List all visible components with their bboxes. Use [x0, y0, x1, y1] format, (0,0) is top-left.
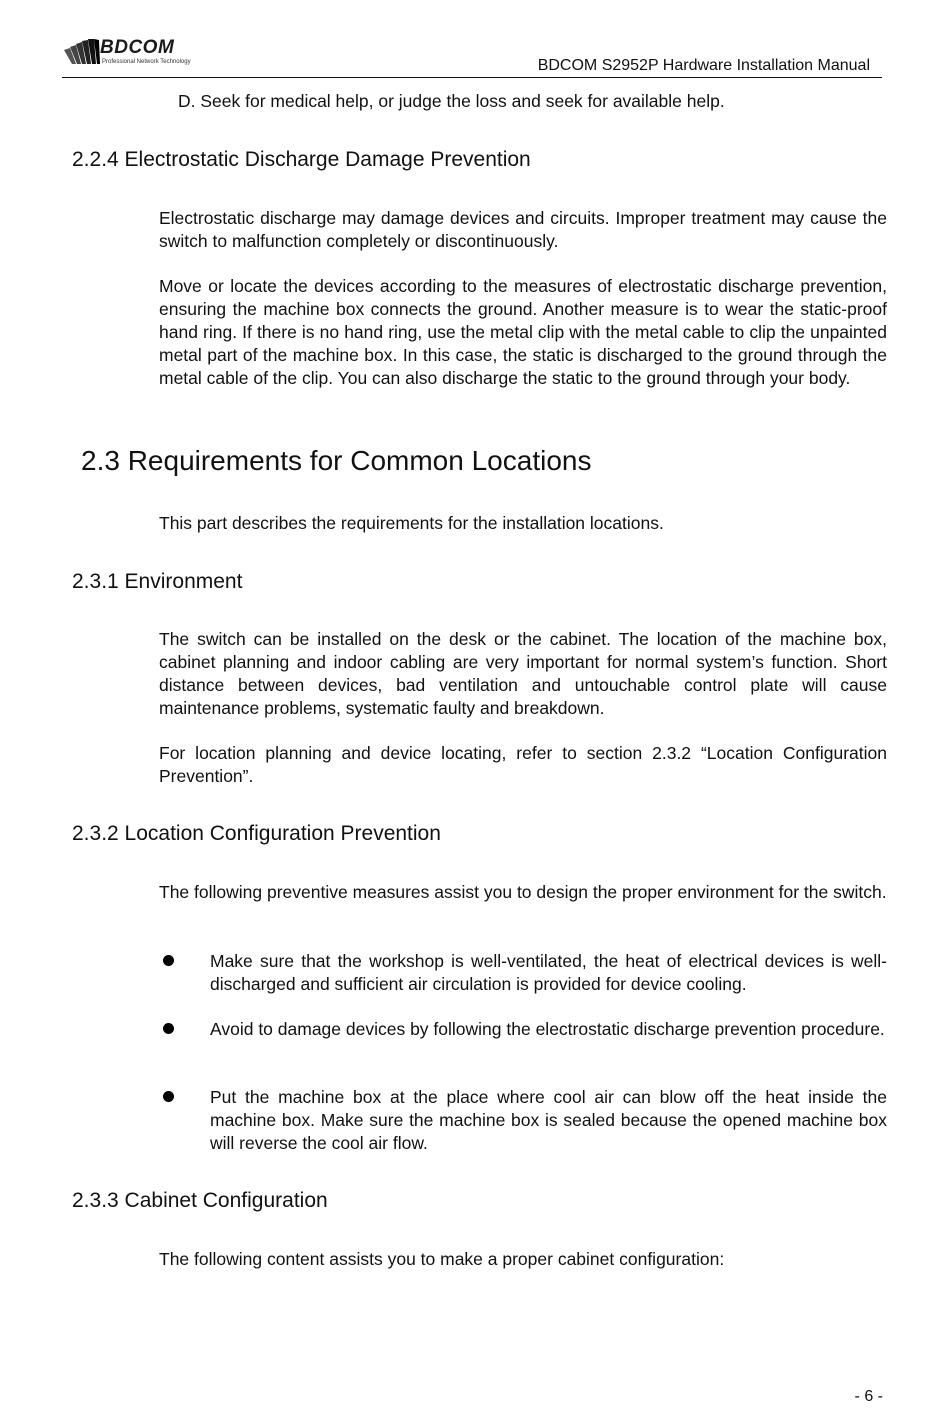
section-2-3-paragraph: This part describes the requirements for the installation locations. [159, 513, 664, 533]
section-2-3-1-paragraph-1: The switch can be installed on the desk or the cabinet. The location of the machine box, cabinet planning and indoor cabling are very important for normal system’s function. Short distance between devices, bad ventilation and untouchable control plate will cause maintenance problems, systematic faulty and breakdown. [159, 629, 887, 718]
section-2-2-4-heading: 2.2.4 Electrostatic Discharge Damage Prevention [72, 148, 531, 171]
list-item: Make sure that the workshop is well-ventilated, the heat of electrical devices is well-discharged and sufficient air circulation is provided for device cooling. [210, 951, 887, 994]
list-item: Avoid to damage devices by following the electrostatic discharge prevention procedure. [210, 1019, 885, 1039]
brand-logo [62, 36, 192, 70]
bullet-icon [163, 1023, 174, 1034]
section-2-3-heading: 2.3 Requirements for Common Locations [81, 445, 592, 476]
section-2-3-1-paragraph-2: For location planning and device locating, refer to section 2.3.2 “Location Configuration Prevention”. [159, 743, 887, 786]
section-2-3-3-heading: 2.3.3 Cabinet Configuration [72, 1189, 328, 1212]
section-2-2-4-paragraph-1: Electrostatic discharge may damage devices and circuits. Improper treatment may cause the switch to malfunction completely or discontinuously. [159, 208, 887, 251]
bullet-icon [163, 1091, 174, 1102]
section-2-3-3-paragraph: The following content assists you to make a proper cabinet configuration: [159, 1249, 725, 1269]
logo-tagline: Professional Network Technology [102, 59, 191, 65]
logo-wave-icon [62, 36, 102, 68]
section-2-3-1-heading: 2.3.1 Environment [72, 570, 243, 593]
manual-title: BDCOM S2952P Hardware Installation Manual [537, 57, 870, 74]
section-2-2-4-paragraph-2: Move or locate the devices according to the measures of electrostatic discharge prevention, ensuring the machine box connects the ground. Another measure is to wear the static-proof hand ring. If there is no hand ring, use the metal clip with the metal cable to clip the unpainted metal part of the machine box. In this case, the static is discharged to the ground through the metal cable of the clip. You can also discharge the static to the ground through your body. [159, 276, 887, 388]
page-number: - 6 - [854, 1388, 883, 1405]
bullet-icon [163, 955, 174, 966]
section-2-3-2-heading: 2.3.2 Location Configuration Prevention [72, 822, 441, 845]
logo-wordmark: BDCOM [100, 37, 175, 58]
list-item: Put the machine box at the place where cool air can blow off the heat inside the machine box. Make sure the machine box is sealed because the opened machine box will reverse the cool air flow. [210, 1087, 887, 1153]
list-item-d: D. Seek for medical help, or judge the loss and seek for available help. [178, 91, 725, 111]
header-divider [62, 77, 882, 78]
section-2-3-2-paragraph: The following preventive measures assist you to design the proper environment for the switch. [159, 882, 887, 902]
